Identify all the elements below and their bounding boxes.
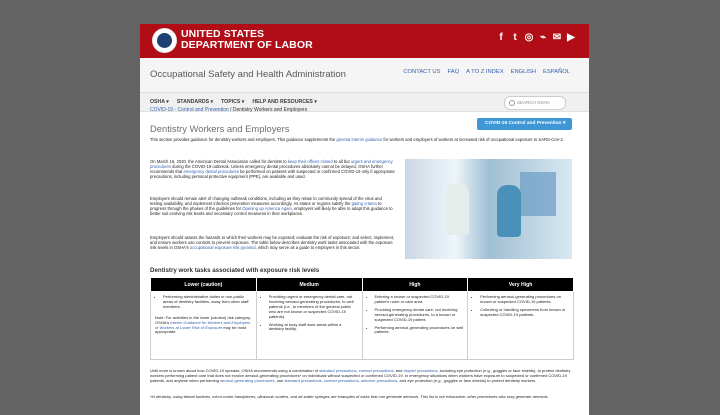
lower-risk-cell: [151, 292, 257, 360]
paragraph-hazard-assessment: [150, 235, 395, 250]
dentist-figure: [497, 185, 521, 237]
precautions-text-middle-2: , including eye protection (e.g., goggles or face shields), to protect dentistry workers performing patient care that does not involve aerosol-generating procedures* on individuals without suspected or confirmed COVID-19. In emergency situations when workers have exposure to suspected or confirmed COVID-19 patients, and anytime when performing: [150, 368, 571, 383]
opening-up-america-link[interactable]: Opening up America Again: [242, 206, 292, 211]
agency-header: [140, 58, 589, 93]
instagram-icon[interactable]: ◎: [524, 32, 534, 43]
keep-offices-closed-link[interactable]: keep their offices closed: [287, 159, 333, 164]
precautions-separator-2: ,: [321, 378, 324, 383]
urgent-emergency-procedures-link[interactable]: urgent and emergency procedures: [150, 159, 393, 169]
high-risk-task: • Providing emergency dental care, not involving aerosol-generating procedures, to a known or suspected COVID-19 patient.: [375, 308, 464, 323]
precautions-separator: ,: [356, 368, 359, 373]
p4-text-start: Employers should assess the hazards to which their workers may be exposed; evaluate the risk of exposure; and select, implement, and ensure workers use controls to prevent exposure. The table below describes dentistry work tasks associated with the exposure risk levels in OSHA's: [150, 235, 395, 250]
lower-risk-guidance-link[interactable]: Interim Guidance for Workers and Employers of Workers at Lower Risk of Exposure: [155, 319, 251, 330]
dental-light-panel: [520, 172, 556, 216]
intro-text-end: for workers and employers of workers at increased risk of occupational exposure to SARS-CoV-2.: [382, 137, 565, 142]
nav-topics[interactable]: TOPICS ▾: [221, 99, 245, 105]
aerosol-footnote: *In dentistry, using dental turbines, micro-motor handpieces, ultrasonic scalers, and air-water syringes are examples of tasks that can generate aerosols. This list is not exhaustive; other procedures also may generate aerosols.: [150, 394, 549, 399]
high-risk-cell: [362, 292, 468, 360]
note-text-end: may be most appropriate.: [155, 324, 247, 335]
medium-risk-task: • Working at busy staff work areas within a dentistry facility.: [269, 323, 358, 333]
medium-risk-header: Medium: [256, 278, 362, 292]
very-high-risk-task: • Collecting or handling specimens from known or suspected COVID-19 patients.: [480, 308, 569, 318]
exposure-risk-table: [150, 277, 574, 360]
precautions-separator-3: ,: [358, 378, 361, 383]
p2-text-end: be performed on patients with suspected or confirmed COVID-19 only if appropriate precautions, including personal protective equipment (PPE), are available and used.: [150, 169, 395, 179]
search-placeholder: SEARCH OSHA: [517, 100, 550, 105]
precautions-text-start: Until more is known about how COVID-19 spreads, OSHA recommends using a combination of: [150, 368, 320, 373]
english-link[interactable]: ENGLISH: [510, 69, 537, 75]
precautions-text-middle-3: , use: [274, 378, 285, 383]
p3-text-middle: to progress through the phases of the guidelines for: [150, 201, 382, 211]
very-high-risk-task: • Performing aerosol-generating procedures on known or suspected COVID-19 patients.: [480, 295, 569, 305]
twitter-icon[interactable]: t: [513, 32, 517, 43]
top-header-bar: [140, 24, 589, 58]
intro-paragraph: [150, 137, 574, 142]
breadcrumb: [150, 107, 307, 113]
exposure-risk-pyramid-link[interactable]: occupational exposure risk pyramid: [189, 245, 256, 250]
p2-text-middle-2: during the COVID-19 outbreak. Unless emergency dental procedures absolutely cannot be delayed, OSHA further recommends that: [150, 164, 384, 174]
web-page: [140, 24, 589, 415]
page-title: Dentistry Workers and Employers: [150, 123, 290, 134]
high-risk-header: High: [362, 278, 468, 292]
standard-precautions-link-2[interactable]: standard precautions: [284, 378, 322, 383]
standard-precautions-link[interactable]: standard precautions: [319, 368, 357, 373]
aerosol-generating-procedures-link[interactable]: aerosol-generating procedures: [220, 378, 275, 383]
very-high-risk-cell: [468, 292, 574, 360]
very-high-risk-header: Very High: [468, 278, 574, 292]
a-to-z-index-link[interactable]: A TO Z INDEX: [466, 69, 504, 75]
high-risk-task: • Entering a known or suspected COVID-19 patient's room or care area.: [375, 295, 464, 305]
lower-risk-task: • Performing administrative duties in non-public areas of dentistry facilities, away from other staff members.: [163, 295, 252, 310]
department-seal-icon[interactable]: [152, 28, 177, 53]
top-links: [403, 69, 570, 75]
airborne-precautions-link[interactable]: airborne precautions: [360, 378, 398, 383]
medium-risk-task: • Providing urgent or emergency dental care, not involving aerosol-generating procedures, to well patients (i.e., to members of the general public who are not known or suspected COVID-19 patients).: [269, 295, 358, 320]
breadcrumb-root[interactable]: COVID-19 - Control and Prevention: [150, 107, 229, 113]
droplet-precautions-link[interactable]: droplet precautions: [403, 368, 438, 373]
department-brand[interactable]: [181, 29, 313, 51]
covid-control-button[interactable]: COVID-19 Control and Prevention ▾: [477, 118, 572, 130]
espanol-link[interactable]: ESPAÑOL: [543, 69, 570, 75]
note-text-start: Note: For activities in the lower (caution) risk category, OSHA's: [155, 314, 251, 325]
p2-text-middle-1: to all but: [332, 159, 351, 164]
p2-text-start: On March 16, 2020, the American Dental Association called for dentists to: [150, 159, 288, 164]
risk-table-heading: Dentistry work tasks associated with exposure risk levels: [150, 267, 320, 274]
breadcrumb-separator: /: [230, 107, 232, 113]
navigation-items: [150, 99, 317, 105]
contact-us-link[interactable]: CONTACT US: [403, 69, 441, 75]
contact-precautions-link-2[interactable]: contact precautions: [323, 378, 359, 383]
p4-text-end: , which may serve as a guide to employers in this sector.: [255, 245, 361, 250]
intro-text-start: This section provides guidance for dentistry workers and employers. This guidance supplements the: [150, 137, 337, 142]
contact-precautions-link[interactable]: contact precautions: [358, 368, 394, 373]
search-icon: [509, 100, 515, 106]
paragraph-employers-alert: [150, 196, 395, 216]
breadcrumb-current: Dentistry Workers and Employers: [232, 107, 308, 113]
dental-worker-figure: [446, 183, 469, 235]
nav-osha[interactable]: OSHA ▾: [150, 99, 169, 105]
high-risk-task: • Performing aerosol-generating procedures on well patients.: [375, 326, 464, 336]
dentistry-workers-photo: [405, 159, 572, 259]
gating-criteria-link[interactable]: gating criteria: [351, 201, 377, 206]
lower-risk-header: Lower (caution): [151, 278, 257, 292]
paragraph-march-16: [150, 159, 395, 179]
youtube-icon[interactable]: ▶: [567, 32, 575, 43]
brand-bottom-text[interactable]: DEPARTMENT OF LABOR: [181, 39, 313, 51]
agency-name[interactable]: Occupational Safety and Health Administration: [150, 69, 346, 80]
facebook-icon[interactable]: f: [499, 32, 503, 43]
emergency-dental-procedures-link[interactable]: emergency dental procedures: [183, 169, 239, 174]
precautions-text-middle-1: , and: [393, 368, 404, 373]
general-interim-guidance-link[interactable]: general interim guidance: [336, 137, 383, 142]
p3-text-end: , employers will likely be able to adapt this guidance to better suit evolving risk levels and necessary control measures in their workplaces.: [150, 206, 393, 216]
precautions-text-end: , and eye protection (e.g., goggles or face shields) to protect dentistry workers.: [397, 378, 537, 383]
email-icon[interactable]: ✉: [552, 32, 562, 43]
lower-risk-note: [155, 316, 252, 336]
precautions-paragraph: [150, 368, 574, 383]
brand-top-text[interactable]: UNITED STATES: [181, 28, 265, 40]
social-icons: [496, 33, 576, 43]
rss-icon[interactable]: ⌁: [539, 32, 547, 43]
nav-help-and-resources[interactable]: HELP AND RESOURCES ▾: [252, 99, 317, 105]
medium-risk-cell: [256, 292, 362, 360]
search-input[interactable]: [504, 96, 566, 110]
nav-standards[interactable]: STANDARDS ▾: [176, 99, 214, 105]
p3-text-start: Employers should remain alert of changing outbreak conditions, including as they relate to community spread of the virus and testing availability, and implement infection prevention measures accordingly. As states or regions satisfy the: [150, 196, 382, 206]
faq-link[interactable]: FAQ: [447, 69, 460, 75]
